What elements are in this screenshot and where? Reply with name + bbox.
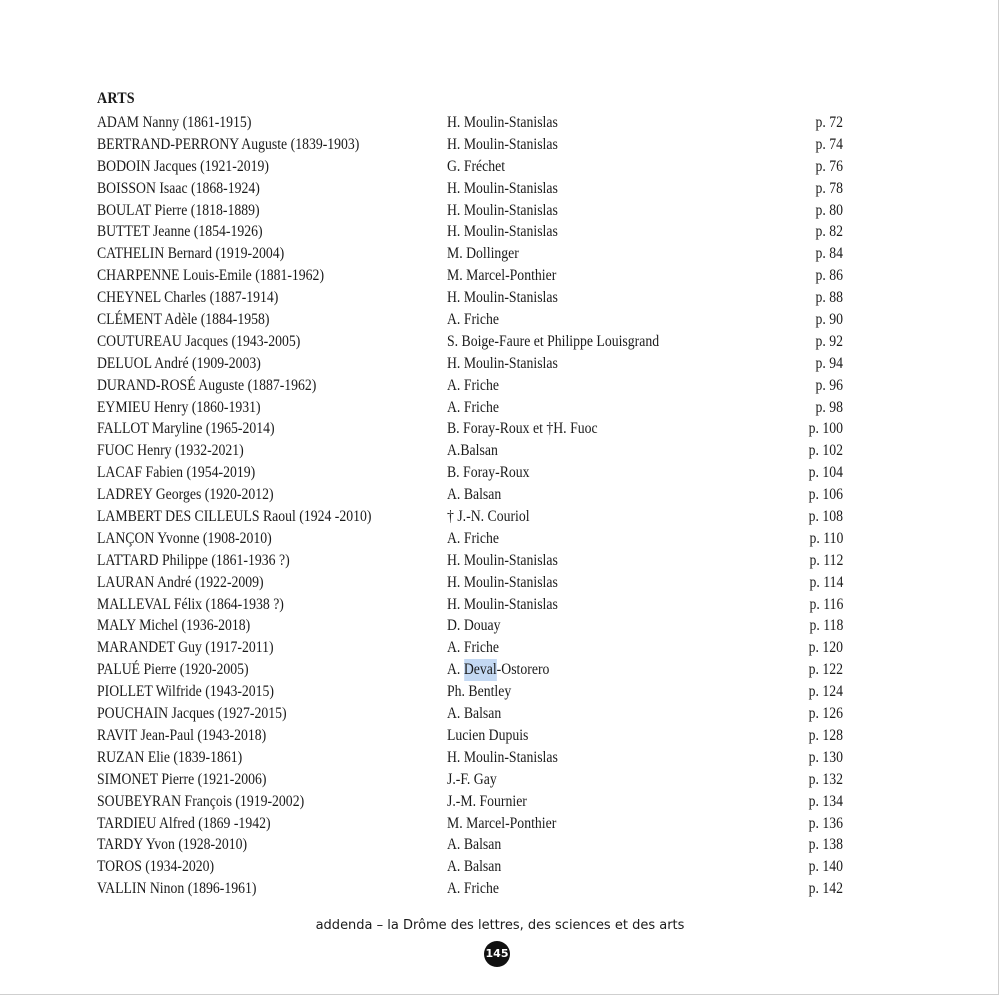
footer-text: addenda – la Drôme des lettres, des sciences et des arts xyxy=(315,918,685,933)
entry-author: A.Balsan xyxy=(447,442,498,460)
entry-name: CLÉMENT Adèle (1884-1958) xyxy=(97,311,270,329)
entry-page: p. 136 xyxy=(808,814,843,832)
index-row xyxy=(97,769,857,791)
entry-page: p. 92 xyxy=(815,332,843,350)
index-row xyxy=(97,134,857,156)
index-row xyxy=(97,725,857,747)
entry-name: COUTUREAU Jacques (1943-2005) xyxy=(97,332,301,350)
entry-page: p. 84 xyxy=(815,245,843,263)
entry-name: VALLIN Ninon (1896-1961) xyxy=(97,880,257,898)
entry-page: p. 130 xyxy=(808,748,843,766)
index-row xyxy=(97,375,857,397)
entry-author: A. Balsan xyxy=(447,858,502,876)
entry-name: POUCHAIN Jacques (1927-2015) xyxy=(97,705,287,723)
index-row xyxy=(97,462,857,484)
entry-author: M. Marcel-Ponthier xyxy=(447,267,557,285)
index-row xyxy=(97,747,857,769)
entry-page: p. 82 xyxy=(815,223,843,241)
entry-page: p. 128 xyxy=(808,726,843,744)
entry-page: p. 142 xyxy=(808,880,843,898)
entry-author: H. Moulin-Stanislas xyxy=(447,223,558,241)
entry-name: EYMIEU Henry (1860-1931) xyxy=(97,398,261,416)
entry-author: A. Balsan xyxy=(447,486,502,504)
entry-page: p. 118 xyxy=(809,617,843,635)
section-title: ARTS xyxy=(97,90,135,107)
index-row xyxy=(97,703,857,725)
index-row xyxy=(97,331,857,353)
entry-author: Ph. Bentley xyxy=(447,683,512,701)
page-number-badge: 145 xyxy=(484,941,510,967)
entry-author: J.-F. Gay xyxy=(447,770,497,788)
index-row xyxy=(97,440,857,462)
entry-author: A. Friche xyxy=(447,398,499,416)
index-row xyxy=(97,178,857,200)
entry-name: TOROS (1934-2020) xyxy=(97,858,215,876)
entry-page: p. 122 xyxy=(808,661,843,679)
entry-author: H. Moulin-Stanislas xyxy=(447,114,558,131)
entry-page: p. 116 xyxy=(809,595,843,613)
index-row xyxy=(97,309,857,331)
entry-author: A. Friche xyxy=(447,376,499,394)
entry-page: p. 76 xyxy=(815,157,843,175)
entry-author: A. Friche xyxy=(447,311,499,329)
entry-author: A. Friche xyxy=(447,639,499,657)
index-row xyxy=(97,550,857,572)
index-row xyxy=(97,813,857,835)
entry-name: LANÇON Yvonne (1908-2010) xyxy=(97,529,272,547)
entry-author: G. Fréchet xyxy=(447,157,506,175)
entry-name: CHEYNEL Charles (1887-1914) xyxy=(97,289,279,307)
entry-author: A. Friche xyxy=(447,529,499,547)
entry-author: B. Foray-Roux et †H. Fuoc xyxy=(447,420,598,438)
entry-name: FALLOT Maryline (1965-2014) xyxy=(97,420,275,438)
entry-page: p. 80 xyxy=(815,201,843,219)
entry-author: B. Foray-Roux xyxy=(447,464,530,482)
entry-page: p. 126 xyxy=(808,705,843,723)
entry-author: H. Moulin-Stanislas xyxy=(447,573,558,591)
index-row xyxy=(97,615,857,637)
entry-author-part: -Ostorero xyxy=(496,661,550,679)
entry-name: MARANDET Guy (1917-2011) xyxy=(97,639,274,657)
entry-author: H. Moulin-Stanislas xyxy=(447,179,558,197)
entry-author xyxy=(447,659,549,681)
entry-page: p. 124 xyxy=(808,683,843,701)
entry-author: A. Balsan xyxy=(447,836,502,854)
entry-page: p. 102 xyxy=(808,442,843,460)
entry-name: CATHELIN Bernard (1919-2004) xyxy=(97,245,285,263)
entry-name: PIOLLET Wilfride (1943-2015) xyxy=(97,683,275,701)
entry-author: S. Boige-Faure et Philippe Louisgrand xyxy=(447,332,660,350)
index-row xyxy=(97,572,857,594)
index-row xyxy=(97,287,857,309)
entry-page: p. 138 xyxy=(808,836,843,854)
entry-name: LATTARD Philippe (1861-1936 ?) xyxy=(97,551,290,569)
entry-page: p. 72 xyxy=(815,114,843,131)
index-list xyxy=(97,112,857,900)
index-row xyxy=(97,791,857,813)
entry-author: A. Friche xyxy=(447,880,499,898)
entry-name: BUTTET Jeanne (1854-1926) xyxy=(97,223,263,241)
entry-author: J.-M. Fournier xyxy=(447,792,527,810)
entry-page: p. 132 xyxy=(808,770,843,788)
entry-name: BOULAT Pierre (1818-1889) xyxy=(97,201,260,219)
entry-author: H. Moulin-Stanislas xyxy=(447,354,558,372)
entry-page: p. 94 xyxy=(815,354,843,372)
index-row xyxy=(97,112,857,134)
entry-name: BOISSON Isaac (1868-1924) xyxy=(97,179,260,197)
entry-page: p. 120 xyxy=(808,639,843,657)
index-row xyxy=(97,681,857,703)
entry-page: p. 100 xyxy=(808,420,843,438)
entry-author: M. Marcel-Ponthier xyxy=(447,814,557,832)
entry-author: Lucien Dupuis xyxy=(447,726,529,744)
entry-author: H. Moulin-Stanislas xyxy=(447,748,558,766)
entry-author: † J.-N. Couriol xyxy=(447,508,530,526)
entry-name: RAVIT Jean-Paul (1943-2018) xyxy=(97,726,267,744)
entry-page: p. 90 xyxy=(815,311,843,329)
entry-page: p. 96 xyxy=(815,376,843,394)
index-row xyxy=(97,265,857,287)
entry-name: RUZAN Elie (1839-1861) xyxy=(97,748,243,766)
entry-name: PALUÉ Pierre (1920-2005) xyxy=(97,661,249,679)
entry-name: FUOC Henry (1932-2021) xyxy=(97,442,244,460)
entry-name: CHARPENNE Louis-Emile (1881-1962) xyxy=(97,267,325,285)
index-row xyxy=(97,484,857,506)
entry-name: TARDIEU Alfred (1869 -1942) xyxy=(97,814,271,832)
entry-name: LADREY Georges (1920-2012) xyxy=(97,486,274,504)
index-row xyxy=(97,353,857,375)
entry-page: p. 108 xyxy=(808,508,843,526)
entry-page: p. 134 xyxy=(808,792,843,810)
entry-name: MALY Michel (1936-2018) xyxy=(97,617,251,635)
entry-author: H. Moulin-Stanislas xyxy=(447,135,558,153)
entry-page: p. 74 xyxy=(815,135,843,153)
entry-name: SIMONET Pierre (1921-2006) xyxy=(97,770,267,788)
entry-name: DURAND-ROSÉ Auguste (1887-1962) xyxy=(97,376,317,394)
entry-page: p. 88 xyxy=(815,289,843,307)
entry-page: p. 110 xyxy=(809,529,843,547)
entry-author: A. Balsan xyxy=(447,705,502,723)
entry-page: p. 78 xyxy=(815,179,843,197)
index-row xyxy=(97,594,857,616)
index-row xyxy=(97,878,857,900)
entry-author: H. Moulin-Stanislas xyxy=(447,551,558,569)
entry-page: p. 86 xyxy=(815,267,843,285)
entry-page: p. 106 xyxy=(808,486,843,504)
entry-author: M. Dollinger xyxy=(447,245,519,263)
entry-author-part: A. xyxy=(447,661,464,679)
index-row xyxy=(97,200,857,222)
entry-author: H. Moulin-Stanislas xyxy=(447,289,558,307)
index-row xyxy=(97,834,857,856)
index-row xyxy=(97,637,857,659)
entry-name: SOUBEYRAN François (1919-2002) xyxy=(97,792,305,810)
entry-author: D. Douay xyxy=(447,617,501,635)
index-row xyxy=(97,418,857,440)
entry-name: LAURAN André (1922-2009) xyxy=(97,573,264,591)
entry-name: BODOIN Jacques (1921-2019) xyxy=(97,157,269,175)
index-row xyxy=(97,221,857,243)
entry-name: MALLEVAL Félix (1864-1938 ?) xyxy=(97,595,284,613)
entry-name: ADAM Nanny (1861-1915) xyxy=(97,114,252,131)
entry-page: p. 104 xyxy=(808,464,843,482)
index-row xyxy=(97,506,857,528)
entry-name: LACAF Fabien (1954-2019) xyxy=(97,464,256,482)
entry-author: H. Moulin-Stanislas xyxy=(447,595,558,613)
entry-page: p. 112 xyxy=(809,551,843,569)
index-row xyxy=(97,156,857,178)
index-row xyxy=(97,243,857,265)
entry-name: DELUOL André (1909-2003) xyxy=(97,354,261,372)
entry-page: p. 98 xyxy=(815,398,843,416)
entry-name: TARDY Yvon (1928-2010) xyxy=(97,836,248,854)
index-row xyxy=(97,397,857,419)
selected-text-highlight[interactable]: Deval xyxy=(464,659,497,681)
entry-page: p. 140 xyxy=(808,858,843,876)
index-row xyxy=(97,659,857,681)
index-row xyxy=(97,528,857,550)
entry-page: p. 114 xyxy=(809,573,843,591)
entry-author: H. Moulin-Stanislas xyxy=(447,201,558,219)
entry-name: BERTRAND-PERRONY Auguste (1839-1903) xyxy=(97,135,360,153)
index-row xyxy=(97,856,857,878)
entry-name: LAMBERT DES CILLEULS Raoul (1924 -2010) xyxy=(97,508,372,526)
